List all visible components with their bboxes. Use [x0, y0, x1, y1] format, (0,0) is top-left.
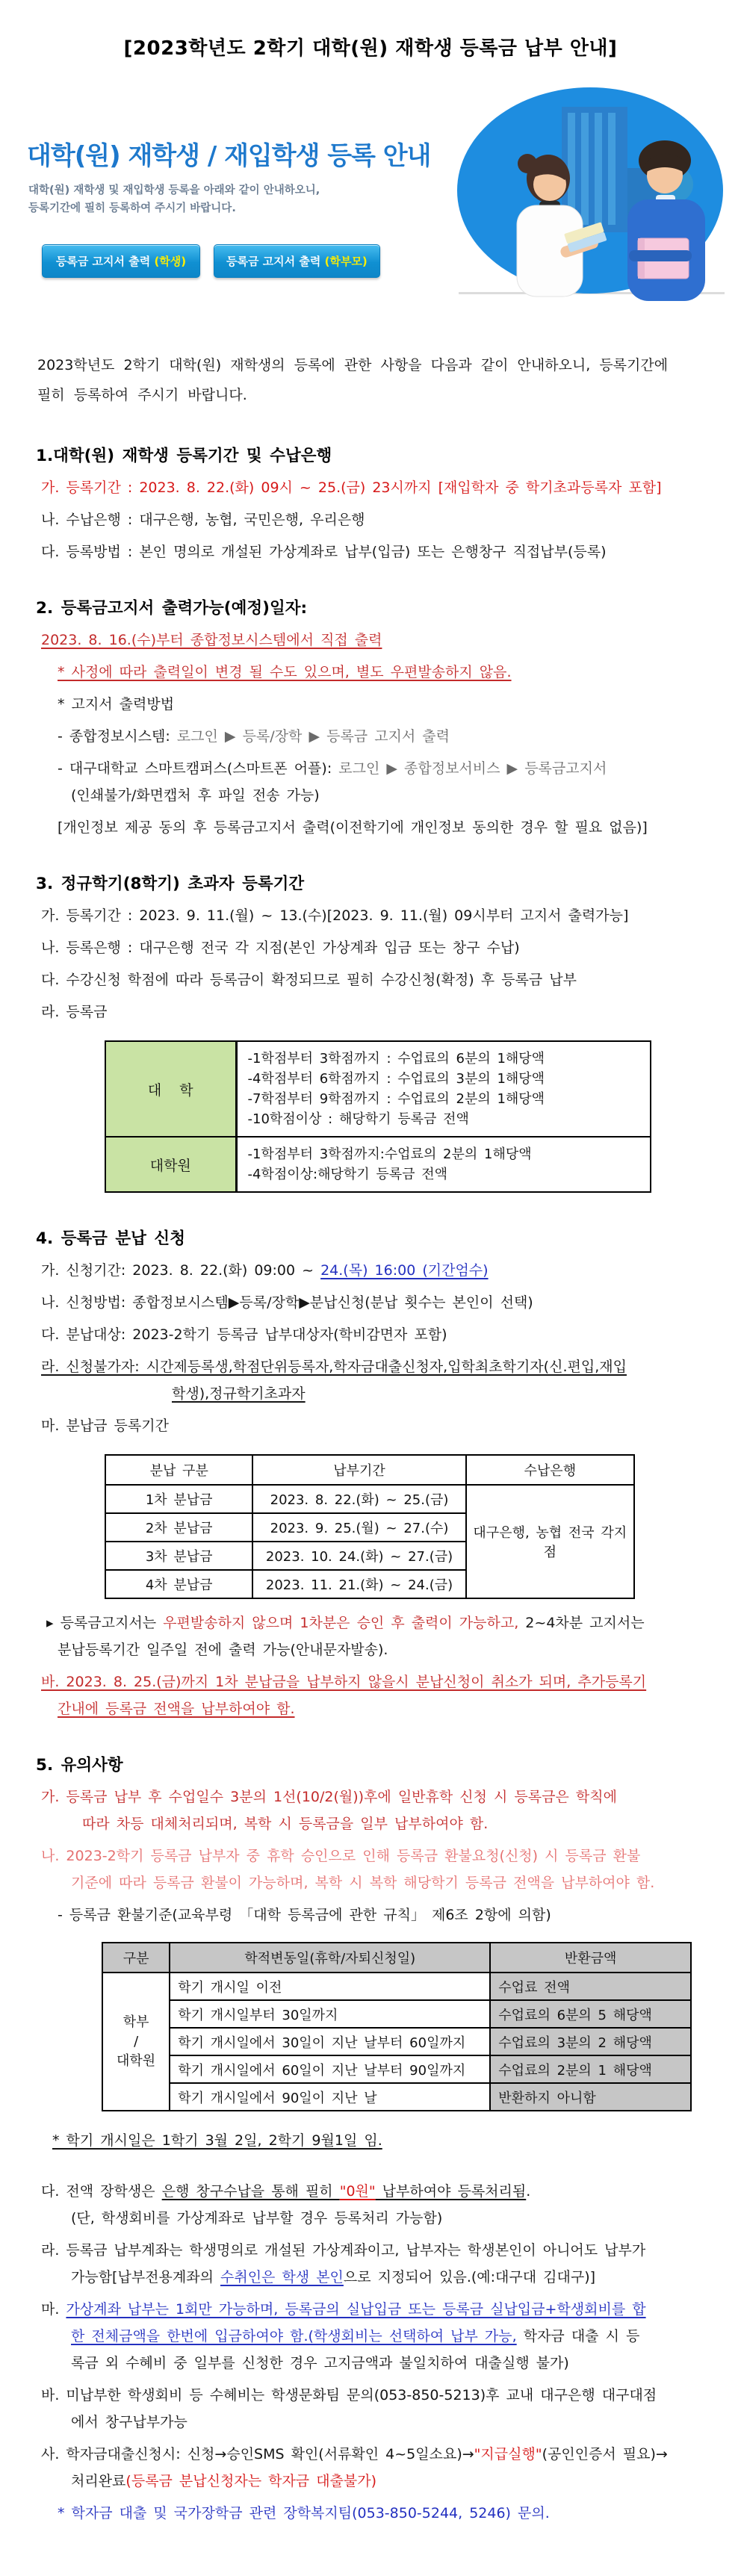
notice-body [0, 350, 741, 2576]
refund-table [102, 1942, 692, 2111]
ba-line2: 간내에 등록금 전액을 납부하여야 함. [58, 1701, 295, 1717]
section5-item-ga-cont: 따라 차등 대체처리되며, 복학 시 등록금을 일부 납부하여야 함. [82, 1816, 489, 1832]
refund-amount: 수업료 전액 [490, 1973, 691, 2000]
print-bill-parent-label: 등록금 고지서 출력 [226, 255, 325, 268]
sa-line2-prefix: 처리완료 [71, 2473, 126, 2489]
ma-blue-line1: 가상계좌 납부는 1회만 가능하며, 등록금의 실납입금 또는 등록금 실납입금+학생회비를 합 [66, 2301, 646, 2318]
sa-installment-warning: (등록금 분납신청자는 학자금 대출불가) [125, 2473, 377, 2489]
section5-item-na: 나. 2023-2학기 등록금 납부자 중 휴학 승인으로 인해 등록금 환불요청(신청) 시 등록금 환불 [41, 1848, 641, 1864]
fee-rule-line: -1학점부터 3학점까지 : 수업료의 6분의 1해당액 [247, 1051, 545, 1067]
installment-period: 2023. 11. 21.(화) ~ 24.(금) [252, 1570, 465, 1598]
section2-method1 [41, 726, 716, 747]
table-row [102, 2083, 691, 2111]
installment-item-ba-cont [41, 1698, 716, 1719]
section4-item-ra: 라. 신청불가자: 시간제등록생,학점단위등록자,학자금대출신청자,입학최초학기자(신.편입,재입 [41, 1359, 627, 1375]
section2-method2-note: (인쇄불가/화면캡처 후 파일 전송 가능) [71, 787, 320, 804]
sa-prefix: 사. 학자금대출신청시: 신청→승인SMS 확인(서류확인 4~5일소요)→ [41, 2446, 474, 2462]
section3-item-da: 다. 수강신청 학점에 따라 등록금이 확정되므로 필히 수강신청(확정) 후 등록금 납부 [41, 972, 577, 988]
section2-method2 [41, 758, 716, 779]
col-header-installment: 분납 구분 [105, 1455, 252, 1485]
fee-rule-line: -1학점부터 3학점까지:수업료의 2분의 1해당액 [247, 1146, 532, 1162]
da-prefix: 다. 전액 장학생은 [41, 2183, 162, 2200]
section5-item-ba: 바. 미납부한 학생회비 등 수혜비는 학생문화팀 문의(053-850-5213)후 교내 대구은행 대구대점 [41, 2387, 657, 2403]
banner-subtext-line1: 대학(원) 재학생 및 재입학생 등록을 아래와 같이 안내하오니, [28, 184, 320, 196]
section4-item-ga [41, 1260, 716, 1281]
section5-item-ma [41, 2299, 716, 2320]
credit-fee-row-label-grad: 대학원 [105, 1137, 236, 1192]
da-underline2: 납부하여야 등록처리됨 [375, 2183, 527, 2200]
table-header-row [105, 1455, 634, 1485]
refund-amount: 반환하지 아니함 [490, 2083, 691, 2111]
section4-item-da: 다. 분납대상: 2023-2학기 등록금 납부대상자(학비감면자 포함) [41, 1326, 447, 1343]
banner-buttons [42, 244, 380, 278]
section5-item-sa-cont [41, 2471, 716, 2492]
section2-note2: * 고지서 출력방법 [58, 696, 175, 713]
installment-period: 2023. 10. 24.(화) ~ 27.(금) [252, 1542, 465, 1570]
table-header-row [102, 1943, 691, 1973]
section1-item-da: 다. 등록방법 : 본인 명의로 개설된 가상계좌로 납부(입금) 또는 은행창구 직접납부(등록) [41, 544, 607, 560]
ma-prefix: 마. [41, 2301, 66, 2318]
section4-ga-deadline: 24.(목) 16:00 (기간엄수) [320, 1262, 489, 1279]
section2-note1: * 사정에 따라 출력일이 변경 될 수도 있으며, 별도 우편발송하지 않음. [58, 664, 512, 680]
group-line: / [134, 2033, 139, 2049]
table-row [102, 1973, 691, 2000]
scholarship-contact-note: * 학자금 대출 및 국가장학금 관련 장학복지팀(053-850-5244, 5246) 문의. [58, 2505, 550, 2521]
registration-banner [0, 69, 741, 307]
fee-rule-line: -4학점부터 6학점까지 : 수업료의 3분의 1해당액 [247, 1071, 545, 1087]
refund-event: 학기 개시일부터 30일까지 [170, 2000, 490, 2028]
bullet-prefix: ▸ 등록금고지서는 [46, 1615, 164, 1631]
intro-line1: 2023학년도 2학기 대학(원) 재학생의 등록에 관한 사항을 다음과 같이 안내하오니, 등록기간에 [37, 357, 669, 373]
section3-item-na: 나. 등록은행 : 대구은행 전국 각 지점(본인 가상계좌 입금 또는 창구 수납) [41, 940, 520, 956]
banner-illustration [450, 72, 737, 307]
installment-label: 2차 분납금 [105, 1513, 252, 1542]
section2-method1-path: 로그인 ▶ 등록/장학 ▶ 등록금 고지서 출력 [176, 728, 450, 745]
print-bill-student-button[interactable] [42, 244, 200, 278]
credit-fee-row-body-grad [236, 1137, 651, 1192]
print-bill-parent-button[interactable] [214, 244, 380, 278]
section2-method2-label: - 대구대학교 스마트캠퍼스(스마트폰 어플): [58, 760, 339, 777]
refund-amount: 수업료의 6분의 5 해당액 [490, 2000, 691, 2028]
installment-label: 3차 분납금 [105, 1542, 252, 1570]
section4-item-ra-cont [41, 1383, 716, 1404]
col-header-change-date: 학적변동일(휴학/자퇴신청일) [170, 1943, 490, 1973]
section5-item-na-cont: 기준에 따라 등록금 환불이 가능하며, 복학 시 복학 해당학기 등록금 전액을 납부하여야 함. [71, 1875, 655, 1891]
section5-item-da-cont: (단, 학생회비를 가상계좌로 납부할 경우 등록처리 가능함) [71, 2210, 443, 2226]
section5-title: 5. 유의사항 [36, 1756, 123, 1775]
ma-blue-line2: 한 전체금액을 한번에 입금하여야 함.(학생회비는 선택하여 납부 가능, [71, 2328, 517, 2344]
refund-event: 학기 개시일에서 30일이 지난 날부터 60일까지 [170, 2028, 490, 2055]
col-header-refund-amount: 반환금액 [490, 1943, 691, 1973]
installment-period: 2023. 9. 25.(월) ~ 27.(수) [252, 1513, 465, 1542]
section4-ra-line2: 학생),정규학기초과자 [172, 1385, 306, 1402]
table-row [105, 1485, 634, 1513]
group-line: 대학원 [117, 2052, 156, 2069]
table-row [102, 2000, 691, 2028]
bullet-suffix: 2~4차분 고지서는 [518, 1615, 645, 1631]
section2-method2-path: 로그인 ▶ 종합정보서비스 ▶ 등록금고지서 [338, 760, 607, 777]
credit-fee-table [105, 1040, 651, 1193]
section5-item-sa [41, 2444, 716, 2465]
section5-item-ga: 가. 등록금 납부 후 수업일수 3분의 1선(10/2(월))후에 일반휴학 신청 시 등록금은 학칙에 [41, 1789, 617, 1805]
credit-fee-row-label-univ: 대 학 [105, 1041, 236, 1137]
refund-amount: 수업료의 3분의 2 해당액 [490, 2028, 691, 2055]
intro-line2: 필히 등록하여 주시기 바랍니다. [37, 387, 247, 403]
installment-schedule-table [105, 1454, 635, 1599]
section2-privacy-note: [개인정보 제공 동의 후 등록금고지서 출력(이전학기에 개인정보 동의한 경우 할 필요 없음)] [58, 819, 648, 836]
ma-black-part: 학자금 대출 시 등 [516, 2328, 640, 2344]
table-row [102, 2055, 691, 2083]
ra-recipient-highlight: 수취인은 학생 본인 [220, 2269, 344, 2285]
print-bill-student-label: 등록금 고지서 출력 [55, 255, 155, 268]
section3-item-ra: 라. 등록금 [41, 1004, 108, 1020]
fee-rule-line: -4학점이상:해당학기 등록금 전액 [247, 1167, 447, 1182]
page-title: [2023학년도 2학기 대학(원) 재학생 등록금 납부 안내] [123, 37, 618, 60]
ra-line2-prefix: 가능함[납부전용계좌의 [71, 2269, 220, 2285]
section2-title: 2. 등록금고지서 출력가능(예정)일자: [36, 599, 308, 618]
section5-refund-basis: - 등록금 환불기준(교육부령 「대학 등록금에 관한 규칙」 제6조 2항에 의함) [58, 1907, 551, 1923]
section5-item-ra-cont [41, 2267, 716, 2288]
fee-rule-line: -7학점부터 9학점까지 : 수업료의 2분의 1해당액 [247, 1091, 545, 1107]
section5-item-ba-cont: 에서 창구납부가능 [71, 2414, 187, 2430]
refund-event: 학기 개시일에서 60일이 지난 날부터 90일까지 [170, 2055, 490, 2083]
installment-bullet-note-cont: 분납등록기간 일주일 전에 출력 가능(안내문자발송). [58, 1642, 388, 1658]
section4-ga-prefix: 가. 신청기간: 2023. 8. 22.(화) 09:00 ~ [41, 1262, 321, 1279]
section2-method1-label: - 종합정보시스템: [58, 728, 177, 745]
col-header-group: 구분 [102, 1943, 170, 1973]
section4-item-na: 나. 신청방법: 종합정보시스템▶등록/장학▶분납신청(분납 횟수는 본인이 선택) [41, 1294, 533, 1311]
refund-amount: 수업료의 2분의 1 해당액 [490, 2055, 691, 2083]
installment-bullet-note [46, 1613, 716, 1633]
refund-group-cell [102, 1973, 170, 2111]
installment-label: 1차 분납금 [105, 1485, 252, 1513]
refund-event: 학기 개시일 이전 [170, 1973, 490, 2000]
section1-item-na: 나. 수납은행 : 대구은행, 농협, 국민은행, 우리은행 [41, 512, 365, 528]
installment-label: 4차 분납금 [105, 1570, 252, 1598]
section5-item-da [41, 2181, 716, 2202]
section4-item-ma: 마. 분납금 등록기간 [41, 1418, 169, 1434]
installment-bank: 대구은행, 농협 전국 각지점 [466, 1485, 634, 1598]
print-bill-student-target: (학생) [154, 255, 187, 268]
col-header-bank: 수납은행 [466, 1455, 634, 1485]
section3-title: 3. 정규학기(8학기) 초과자 등록기간 [36, 875, 305, 893]
installment-item-ba: 바. 2023. 8. 25.(금)까지 1차 분납금을 납부하지 않을시 분납신청이 취소가 되며, 추가등록기 [41, 1674, 647, 1690]
ra-line2-suffix: 으로 지정되어 있음.(예:대구대 김대구)] [343, 2269, 596, 2285]
sa-execute-highlight: "지급실행" [474, 2446, 542, 2462]
banner-subtext [28, 181, 320, 217]
table-row [105, 1137, 651, 1192]
section1-item-ga: 가. 등록기간 : 2023. 8. 22.(화) 09시 ~ 25.(금) 23시까지 [재입학자 중 학기초과등록자 포함] [41, 479, 662, 496]
credit-fee-row-body-univ [236, 1041, 651, 1137]
group-line: 학부 [123, 2014, 149, 2030]
installment-period: 2023. 8. 22.(화) ~ 25.(금) [252, 1485, 465, 1513]
bullet-red-part: 우편발송하지 않으며 1차분은 승인 후 출력이 가능하고, [163, 1615, 519, 1631]
table-row [102, 2028, 691, 2055]
banner-subtext-line2: 등록기간에 필히 등록하여 주시기 바랍니다. [28, 202, 236, 214]
sa-mid: (공인인증서 필요)→ [542, 2446, 668, 2462]
col-header-period: 납부기간 [252, 1455, 465, 1485]
section3-item-ga: 가. 등록기간 : 2023. 9. 11.(월) ~ 13.(수)[2023. 9. 11.(월) 09시부터 고지서 출력가능] [41, 907, 629, 924]
section4-title: 4. 등록금 분납 신청 [36, 1229, 185, 1248]
fee-rule-line: -10학점이상 : 해당학기 등록금 전액 [247, 1111, 469, 1127]
section1-title: 1.대학(원) 재학생 등록기간 및 수납은행 [36, 447, 332, 465]
refund-event: 학기 개시일에서 90일이 지난 날 [170, 2083, 490, 2111]
semester-start-footnote: * 학기 개시일은 1학기 3월 2일, 2학기 9월1일 임. [52, 2132, 382, 2149]
banner-heading: 대학(원) 재학생 / 재입학생 등록 안내 [27, 141, 431, 171]
table-row [105, 1041, 651, 1137]
da-zero-won: "0원" [339, 2183, 376, 2200]
da-period: . [526, 2183, 531, 2200]
section5-item-ma-cont1 [41, 2326, 716, 2347]
section5-item-ma-cont2: 록금 외 수혜비 중 일부를 신청한 경우 고지금액과 불일치하여 대출실행 불가) [71, 2355, 569, 2371]
section5-item-ra: 라. 등록금 납부계좌는 학생명의로 개설된 가상계좌이고, 납부자는 학생본인이 아니어도 납부가 [41, 2242, 646, 2259]
da-underline1: 은행 창구수납을 통해 필히 [161, 2183, 340, 2200]
print-bill-parent-target: (학부모) [324, 255, 368, 268]
intro-paragraph [37, 350, 716, 410]
section2-print-date: 2023. 8. 16.(수)부터 종합정보시스템에서 직접 출력 [41, 632, 382, 648]
